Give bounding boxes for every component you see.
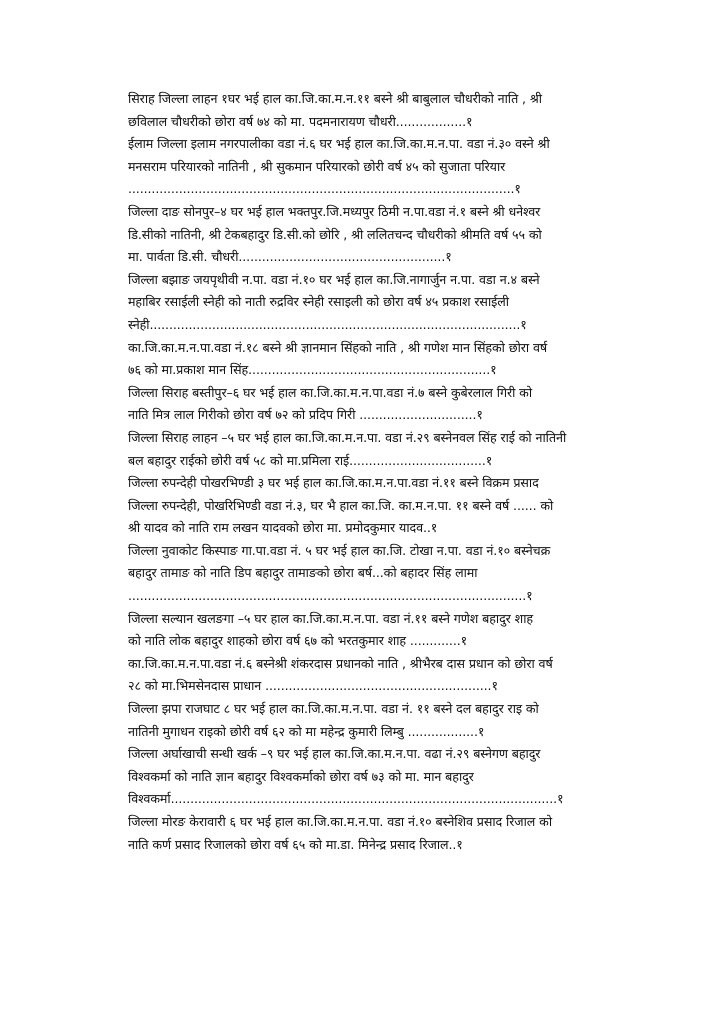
entry-13 — [128, 743, 638, 811]
entry-line: नातिनी मुगाधन राइको छोरी वर्ष ६२ को मा महेन्द्र कुमारी लिम्बु ..................१ — [128, 723, 485, 739]
entry-line: नाति कर्ण प्रसाद रिजालको छोरा वर्ष ६५ को मा.डा. मिनेन्द्र प्रसाद रिजाल..१ — [128, 836, 463, 852]
entry-9 — [128, 540, 638, 608]
entry-line: जिल्ला झपा राजघाट ८ घर भई हाल का.जि.का.म.न.पा. वडा नं. ११ बस्ने दल बहादुर राइ को — [128, 701, 539, 717]
entry-line: जिल्ला नुवाकोट किस्पाङ गा.पा.वडा नं. ५ घर भई हाल का.जि. टोखा न.पा. वडा नं.१० बस्नेचक्र — [128, 542, 551, 558]
entry-line: जिल्ला दाङ सोनपुर–४ घर भई हाल भक्तपुर.जि.मध्यपुर ठिमी न.पा.वडा नं.१ बस्ने श्री धनेश्वर — [128, 203, 541, 219]
entry-line: डि.सीको नातिनी, श्री टेकबहादुर डि.सी.को छोरि , श्री ललितचन्द चौधरीको श्रीमति वर्ष ५५ को — [128, 226, 542, 242]
entry-8 — [128, 472, 638, 540]
entry-line: छविलाल चौधरीको छोरा वर्ष ७४ को मा. पदमनारायण चौधरी..................१ — [128, 113, 473, 129]
entry-line: विश्वकर्मा...................................................................................................१ — [128, 791, 564, 807]
entry-line: को नाति लोक बहादुर शाहको छोरा वर्ष ६७ को भरतकुमार शाह .............१ — [128, 633, 468, 649]
entry-10 — [128, 608, 638, 653]
entry-5 — [128, 337, 638, 382]
entry-6 — [128, 382, 638, 427]
entry-line: ......................................................................................................१ — [128, 588, 533, 604]
entry-line: सिराह जिल्ला लाहन १घर भई हाल का.जि.का.म.न.११ बस्ने श्री बाबुलाल चौधरीको नाति , श्री — [128, 91, 542, 106]
entry-4 — [128, 269, 638, 337]
entry-line: जिल्ला सिराह बस्तीपुर–६ घर भई हाल का.जि.का.म.न.पा.वडा नं.७ बस्ने कुबेरलाल गिरी को — [128, 384, 533, 400]
entry-line: ईलाम जिल्ला इलाम नगरपालीका वडा नं.६ घर भई हाल का.जि.का.म.न.पा. वडा नं.३० वस्ने श्री — [128, 136, 550, 152]
entry-11 — [128, 653, 638, 698]
entry-line: ...................................................................................................१ — [128, 181, 521, 197]
entry-line: मा. पार्वता डि.सी. चौधरी.....................................................१ — [128, 249, 452, 265]
entry-line: श्री यादव को नाति राम लखन यादवको छोरा मा. प्रमोदकुमार यादव..१ — [128, 520, 438, 536]
entry-7 — [128, 427, 638, 472]
entry-line: जिल्ला सल्यान खलङगा –५ घर हाल का.जि.का.म.न.पा. वडा नं.११ बस्ने गणेश बहादुर शाह — [128, 610, 533, 626]
entry-line: बल बहादुर राईको छोरी वर्ष ५८ को मा.प्रमिला राई...................................१ — [128, 452, 493, 468]
entry-line: बहादुर तामाङ को नाति डिप बहादुर तामाङको छोरा बर्ष...को बहादर सिंह लामा — [128, 565, 478, 581]
entry-line: २८ को मा.भिमसेनदास प्राधान ..........................................................१ — [128, 678, 498, 694]
entry-2 — [128, 133, 638, 201]
entry-line: जिल्ला रुपन्देही पोखरभिण्डी ३ घर भई हाल का.जि.का.म.न.पा.वडा नं.११ बस्ने विक्रम प्रसाद — [128, 475, 539, 491]
entry-3 — [128, 201, 638, 269]
entry-line: जिल्ला बझाङ जयपृथीवी न.पा. वडा नं.१० घर भई हाल का.जि.नागार्जुन न.पा. वडा न.४ बस्ने — [128, 271, 540, 287]
entry-line: जिल्ला रुपन्देही, पोखरिभिण्डी वडा नं.३, घर भै हाल का.जि. का.म.न.पा. ११ बस्ने वर्ष ...... को — [128, 497, 554, 513]
entry-line: नाति मित्र लाल गिरीको छोरा वर्ष ७२ को प्रदिप गिरी ..............................१ — [128, 407, 483, 423]
entry-line: मनसराम परियारको नातिनी , श्री सुकमान परियारको छोरी वर्ष ४५ को सुजाता परियार — [128, 158, 506, 174]
entry-list — [128, 88, 638, 856]
entry-14 — [128, 811, 638, 856]
entry-line: महाबिर रसाईली स्नेही को नाती रुद्रविर स्नेही रसाइली को छोरा वर्ष ४५ प्रकाश रसाईली — [128, 294, 509, 310]
entry-line: जिल्ला अर्घाखाची सन्धी खर्क –९ घर भई हाल का.जि.का.म.न.पा. वढा नं.२९ बस्नेगण बहादुर — [128, 746, 541, 762]
entry-line: विश्वकर्मा को नाति ज्ञान बहादुर विश्वकर्माको छोरा वर्ष ७३ को मा. मान बहादुर — [128, 768, 474, 784]
entry-line: स्नेही...............................................................................................१ — [128, 316, 527, 332]
entry-line: जिल्ला सिराह लाहन –५ घर भई हाल का.जि.का.म.न.पा. वडा नं.२९ बस्नेनवल सिंह राई को नातिनी — [128, 429, 567, 445]
entry-1 — [128, 88, 638, 133]
entry-line: जिल्ला मोरङ केरावारी ६ घर भई हाल का.जि.का.म.न.पा. वडा नं.१० बस्नेशिव प्रसाद रिजाल को — [128, 814, 552, 829]
entry-12 — [128, 698, 638, 743]
entry-line: का.जि.का.म.न.पा.वडा नं.१८ बस्ने श्री ज्ञानमान सिंहको नाति , श्री गणेश मान सिंहको छोरा वर्ष — [128, 339, 548, 355]
entry-line: का.जि.का.म.न.पा.वडा नं.६ बस्नेश्री शंकरदास प्रधानको नाति , श्रीभैरब दास प्रधान को छोरा वर्ष — [128, 655, 553, 671]
entry-line: ७६ को मा.प्रकाश मान सिंह..............................................................१ — [128, 362, 497, 378]
